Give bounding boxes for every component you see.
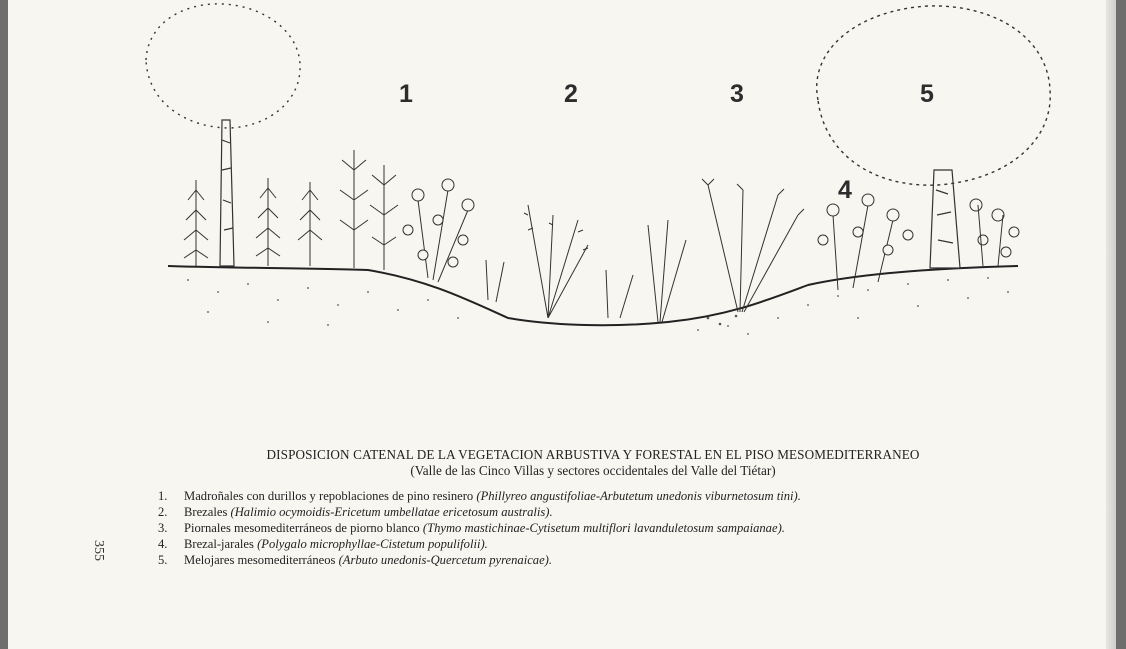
soil-stipple <box>187 277 1009 335</box>
legend-item <box>158 536 801 552</box>
legend-item-number: 3. <box>158 521 168 535</box>
page-number: 355 <box>91 540 106 561</box>
legend-item-latin-name: (Thymo mastichinae-Cytisetum multiflori lavanduletosum sampaianae). <box>422 521 785 535</box>
legend-item <box>158 552 801 568</box>
legend-item-text: Piornales mesomediterráneos de piorno blanco <box>184 521 423 535</box>
pine-tree <box>146 4 300 266</box>
legend-item-latin-name: (Phillyreo angustifoliae-Arbutetum unedonis viburnetosum tini). <box>476 489 801 503</box>
ground-profile <box>168 266 1018 325</box>
legend-item <box>158 488 801 504</box>
flowering-shrubs-left <box>403 179 474 282</box>
heather-shrubs <box>486 205 633 318</box>
legend-list <box>158 488 801 568</box>
legend-item-number: 2. <box>158 505 168 519</box>
zone-label-4: 4 <box>838 176 852 204</box>
legend-item-number: 1. <box>158 489 168 503</box>
legend-item-latin-name: (Arbuto unedonis-Quercetum pyrenaicae). <box>338 553 553 567</box>
legend-item-latin-name: (Halimio ocymoidis-Ericetum umbellatae ericetosum australis). <box>230 505 553 519</box>
legend-item-text: Melojares mesomediterráneos <box>184 553 339 567</box>
legend-item-text: Brezal-jarales <box>184 537 258 551</box>
zone-label-5: 5 <box>920 80 934 108</box>
zone-label-2: 2 <box>564 80 578 108</box>
legend-item <box>158 520 801 536</box>
legend-item-latin-name: (Polygalo microphyllae-Cistetum populifolii). <box>257 537 488 551</box>
legend-item <box>158 504 801 520</box>
legend-item-text: Madroñales con durillos y repoblaciones de pino resinero <box>184 489 477 503</box>
zone-label-1: 1 <box>399 80 413 108</box>
book-page <box>8 0 1116 649</box>
oak-understory-shrubs <box>970 199 1019 266</box>
legend-item-text: Brezales <box>184 505 231 519</box>
figure-caption-title: DISPOSICION CATENAL DE LA VEGETACION ARBUSTIVA Y FORESTAL EN EL PISO MESOMEDITERRANEO <box>266 447 920 462</box>
legend-item-number: 4. <box>158 537 168 551</box>
zone-label-3: 3 <box>730 80 744 108</box>
legend-item-number: 5. <box>158 553 168 567</box>
broom-shrubs <box>648 179 804 322</box>
madronal-shrubs <box>184 150 398 270</box>
vegetation-catena-illustration <box>8 0 1116 420</box>
figure-caption-subtitle: (Valle de las Cinco Villas y sectores occidentales del Valle del Tiétar) <box>410 463 776 478</box>
